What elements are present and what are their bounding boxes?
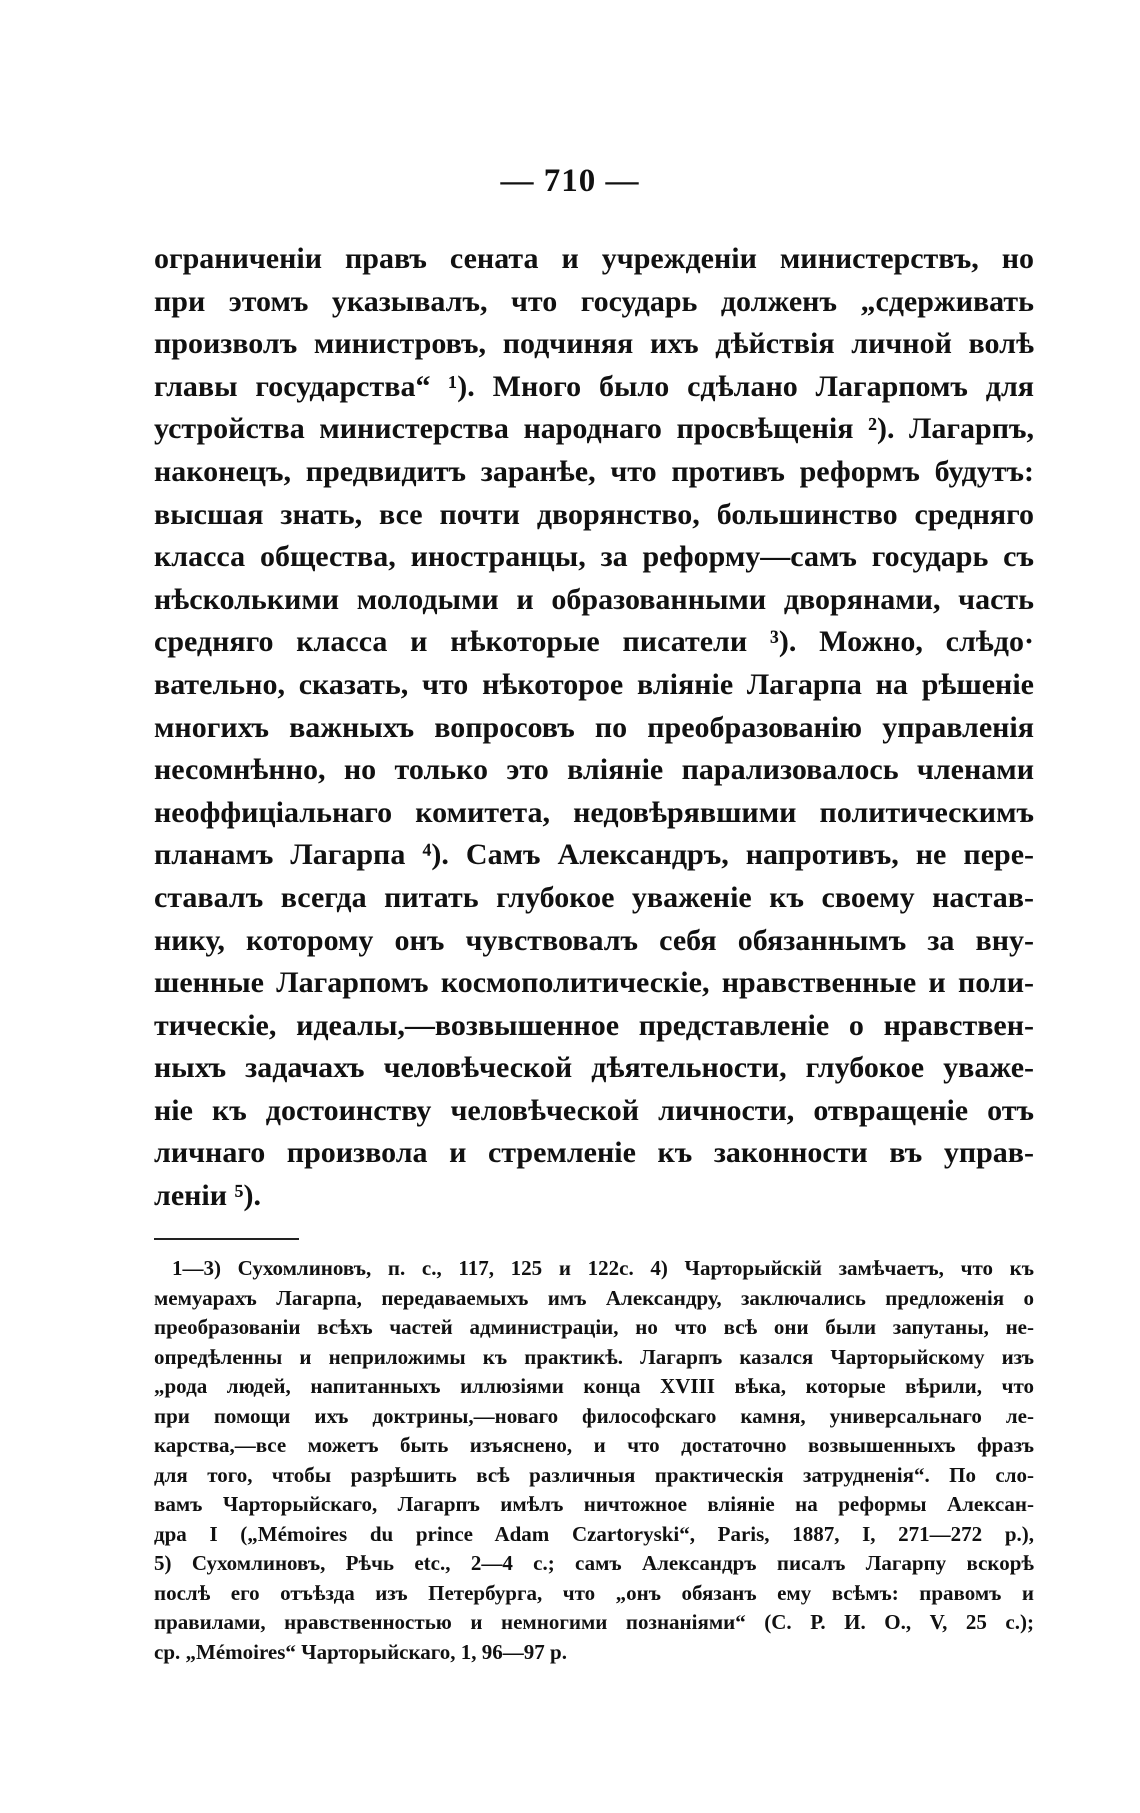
text-line: тическіе, идеалы,—возвышенное представленіе о нравствен- xyxy=(154,1008,1034,1042)
footnote-divider xyxy=(154,1238,299,1240)
text-line: несомнѣнно, но только это вліяніе парализовалось членами xyxy=(154,753,1034,787)
text-line: высшая знать, все почти дворянство, большинство средняго xyxy=(154,497,1034,531)
text-line: ограниченіи правъ сената и учрежденіи министерствъ, но xyxy=(154,242,1034,275)
text-line: произволъ министровъ, подчиняя ихъ дѣйствія личной волѣ xyxy=(154,327,1034,361)
text-line: класса общества, иностранцы, за реформу—самъ государь съ xyxy=(154,540,1034,574)
text-line: ныхъ задачахъ человѣческой дѣятельности, глубокое уваже- xyxy=(154,1051,1034,1085)
text-line: планамъ Лагарпа ⁴). Самъ Александръ, напротивъ, не пере- xyxy=(154,838,1034,872)
text-line: при этомъ указывалъ, что государь долженъ „сдерживать xyxy=(154,284,1034,318)
footnote-line: правилами, нравственностью и немногими познаніями“ (С. Р. И. О., V, 25 с.); xyxy=(154,1610,1034,1634)
footnote-line: 5) Сухомлиновъ, Рѣчь etc., 2—4 с.; самъ Александръ писалъ Лагарпу вскорѣ xyxy=(154,1551,1034,1575)
text-line: шенные Лагарпомъ космополитическіе, нравственные и поли- xyxy=(154,966,1034,1000)
footnote-line: мемуарахъ Лагарпа, передаваемыхъ имъ Александру, заключались предложенія о xyxy=(154,1285,1034,1310)
footnote-line: вамъ Чарторыйскаго, Лагарпъ имѣлъ ничтожное вліяніе на реформы Алексан- xyxy=(154,1492,1034,1516)
footnote-line: ср. „Mémoires“ Чарторыйскаго, 1, 96—97 р. xyxy=(154,1639,567,1664)
text-line: ніе къ достоинству человѣческой личности, отвращеніе отъ xyxy=(154,1093,1034,1127)
footnote-line: для того, чтобы разрѣшить всѣ различныя практическія затрудненія“. По сло- xyxy=(154,1462,1034,1487)
footnote-line: преобразованіи всѣхъ частей администраціи, но что всѣ они были запутаны, не- xyxy=(154,1315,1034,1339)
main-text xyxy=(154,238,1034,1218)
footnote-line: при помощи ихъ доктрины,—новаго философскаго камня, универсальнаго ле- xyxy=(154,1403,1034,1428)
footnote-line: опредѣленны и неприложимы къ практикѣ. Лагарпъ казался Чарторыйскому изъ xyxy=(154,1344,1034,1369)
footnote-line: „рода людей, напитанныхъ иллюзіями конца XVIII вѣка, которые вѣрили, что xyxy=(154,1374,1034,1398)
text-line: нѣсколькими молодыми и образованными дворянами, часть xyxy=(154,582,1034,616)
text-line: многихъ важныхъ вопросовъ по преобразованію управленія xyxy=(154,710,1034,744)
text-line: неоффиціальнаго комитета, недовѣрявшими политическимъ xyxy=(154,795,1034,829)
footnote-line: карства,—все можетъ быть изъяснено, и что достаточно возвышенныхъ фразъ xyxy=(154,1433,1034,1457)
text-line: нику, которому онъ чувствовалъ себя обязаннымъ за вну- xyxy=(154,923,1034,957)
text-line: вательно, сказать, что нѣкоторое вліяніе Лагарпа на рѣшеніе xyxy=(154,667,1034,701)
text-line: средняго класса и нѣкоторые писатели ³). Можно, слѣдо· xyxy=(154,625,1034,659)
text-line: личнаго произвола и стремленіе къ законности въ управ- xyxy=(154,1136,1034,1170)
text-line: ставалъ всегда питать глубокое уваженіе къ своему настав- xyxy=(154,880,1034,914)
footnotes xyxy=(154,1254,1034,1667)
footnote-line: послѣ его отъѣзда изъ Петербурга, что „онъ обязанъ ему всѣмъ: правомъ и xyxy=(154,1580,1034,1605)
page-number: — 710 — xyxy=(500,163,640,199)
text-line: главы государства“ ¹). Много было сдѣлано Лагарпомъ для xyxy=(154,369,1034,403)
footnote-line: дра I („Mémoires du prince Adam Czartoryski“, Paris, 1887, I, 271—272 p.), xyxy=(154,1521,1034,1546)
text-line: устройства министерства народнаго просвѣщенія ²). Лагарпъ, xyxy=(154,412,1034,446)
footnote-line: 1—3) Сухомлиновъ, п. с., 117, 125 и 122с. 4) Чарторыйскій замѣчаетъ, что къ xyxy=(172,1256,1034,1280)
text-line: леніи ⁵). xyxy=(154,1179,262,1213)
text-line: наконецъ, предвидитъ заранѣе, что противъ реформъ будутъ: xyxy=(154,454,1034,488)
